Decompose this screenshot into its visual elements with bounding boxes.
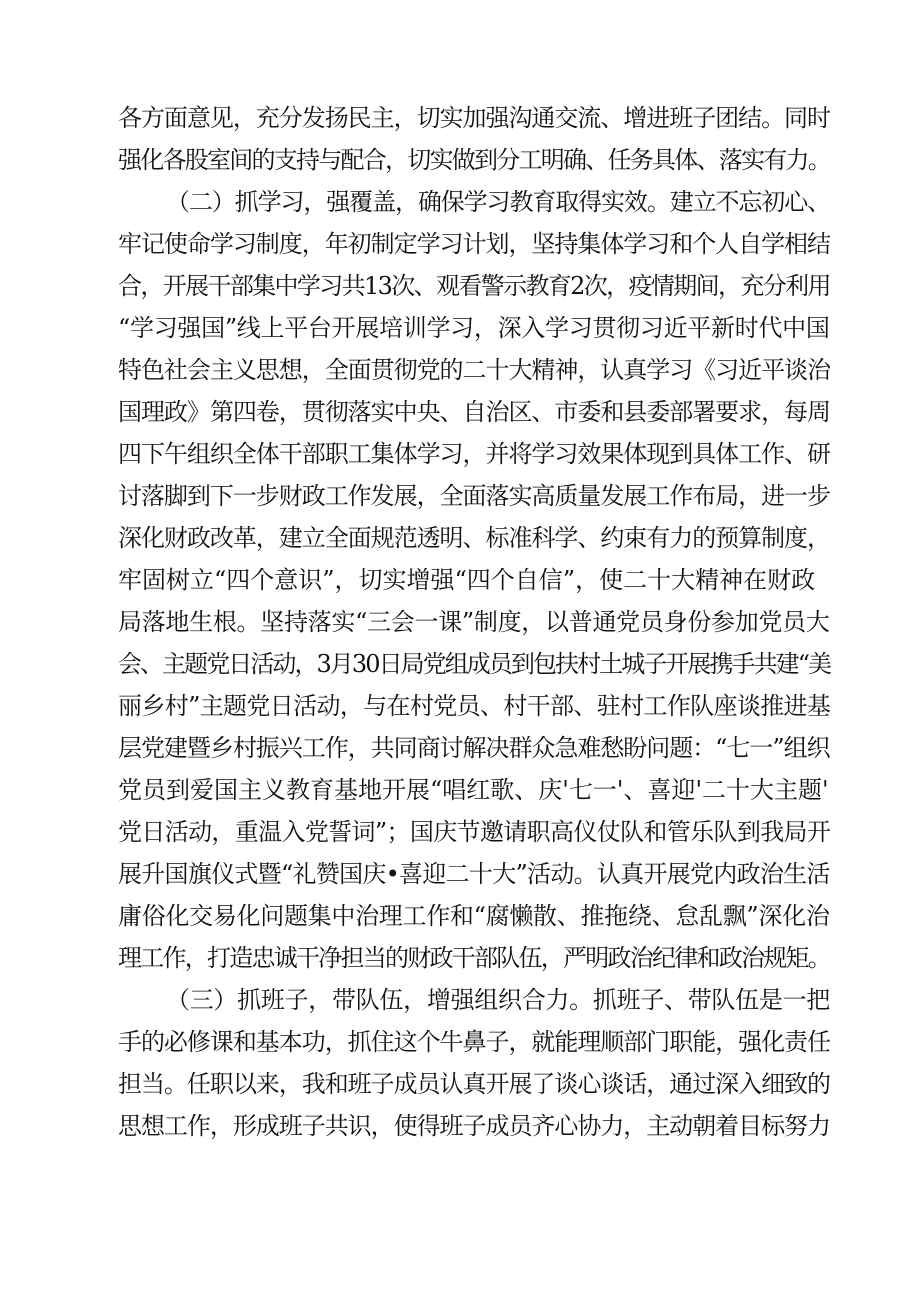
text-line: 牢记使命学习制度，年初制定学习计划，坚持集体学习和个人自学相结 — [118, 230, 830, 258]
text-line: 国理政》第四卷，贯彻落实中央、自治区、市委和县委部署要求，每周 — [118, 398, 830, 426]
text-line: 会、主题党日活动，3月30日局党组成员到包扶村土城子开展携手共建“美 — [118, 650, 831, 678]
text-line: （三）抓班子，带队伍，增强组织合力。抓班子、带队伍是一把 — [166, 986, 830, 1014]
text-line: 牢固树立“四个意识”，切实增强“四个自信”，使二十大精神在财政 — [118, 566, 816, 594]
text-line: 展升国旗仪式暨“礼赞国庆•喜迎二十大”活动。认真开展党内政治生活 — [118, 860, 830, 888]
text-line: 党员到爱国主义教育基地开展“唱红歌、庆'七一'、喜迎'二十大主题' — [118, 776, 829, 804]
text-line: 强化各股室间的支持与配合，切实做到分工明确、任务具体、落实有力。 — [118, 146, 830, 174]
text-line: 党日活动，重温入党誓词”；国庆节邀请职高仪仗队和管乐队到我局开 — [118, 818, 831, 846]
text-line: 四下午组织全体干部职工集体学习，并将学习效果体现到具体工作、研 — [118, 440, 830, 468]
text-line: “学习强国”线上平台开展培训学习，深入学习贯彻习近平新时代中国 — [118, 314, 830, 342]
text-line: 合，开展干部集中学习共13次、观看警示教育2次，疫情期间，充分利用 — [118, 272, 830, 300]
text-line: 各方面意见，充分发扬民主，切实加强沟通交流、增进班子团结。同时 — [118, 104, 830, 132]
text-line: （二）抓学习，强覆盖，确保学习教育取得实效。建立不忘初心、 — [166, 188, 830, 216]
text-line: 思想工作，形成班子共识，使得班子成员齐心协力，主动朝着目标努力 — [118, 1112, 830, 1140]
text-line: 深化财政改革，建立全面规范透明、标准科学、约束有力的预算制度， — [118, 524, 830, 552]
text-line: 讨落脚到下一步财政工作发展，全面落实高质量发展工作布局，进一步 — [118, 482, 830, 510]
text-line: 理工作，打造忠诚干净担当的财政干部队伍，严明政治纪律和政治规矩。 — [118, 944, 830, 972]
text-line: 层党建暨乡村振兴工作，共同商讨解决群众急难愁盼问题：“七一”组织 — [118, 734, 830, 762]
text-line: 局落地生根。坚持落实“三会一课”制度，以普通党员身份参加党员大 — [118, 608, 830, 636]
text-line: 特色社会主义思想，全面贯彻党的二十大精神，认真学习《习近平谈治 — [118, 356, 830, 384]
text-line: 丽乡村”主题党日活动，与在村党员、村干部、驻村工作队座谈推进基 — [118, 692, 831, 720]
text-line: 庸俗化交易化问题集中治理工作和“腐懒散、推拖绕、怠乱飘”深化治 — [118, 902, 830, 930]
text-line: 手的必修课和基本功，抓住这个牛鼻子，就能理顺部门职能，强化责任 — [118, 1028, 830, 1056]
text-line: 担当。任职以来，我和班子成员认真开展了谈心谈话，通过深入细致的 — [118, 1070, 830, 1098]
